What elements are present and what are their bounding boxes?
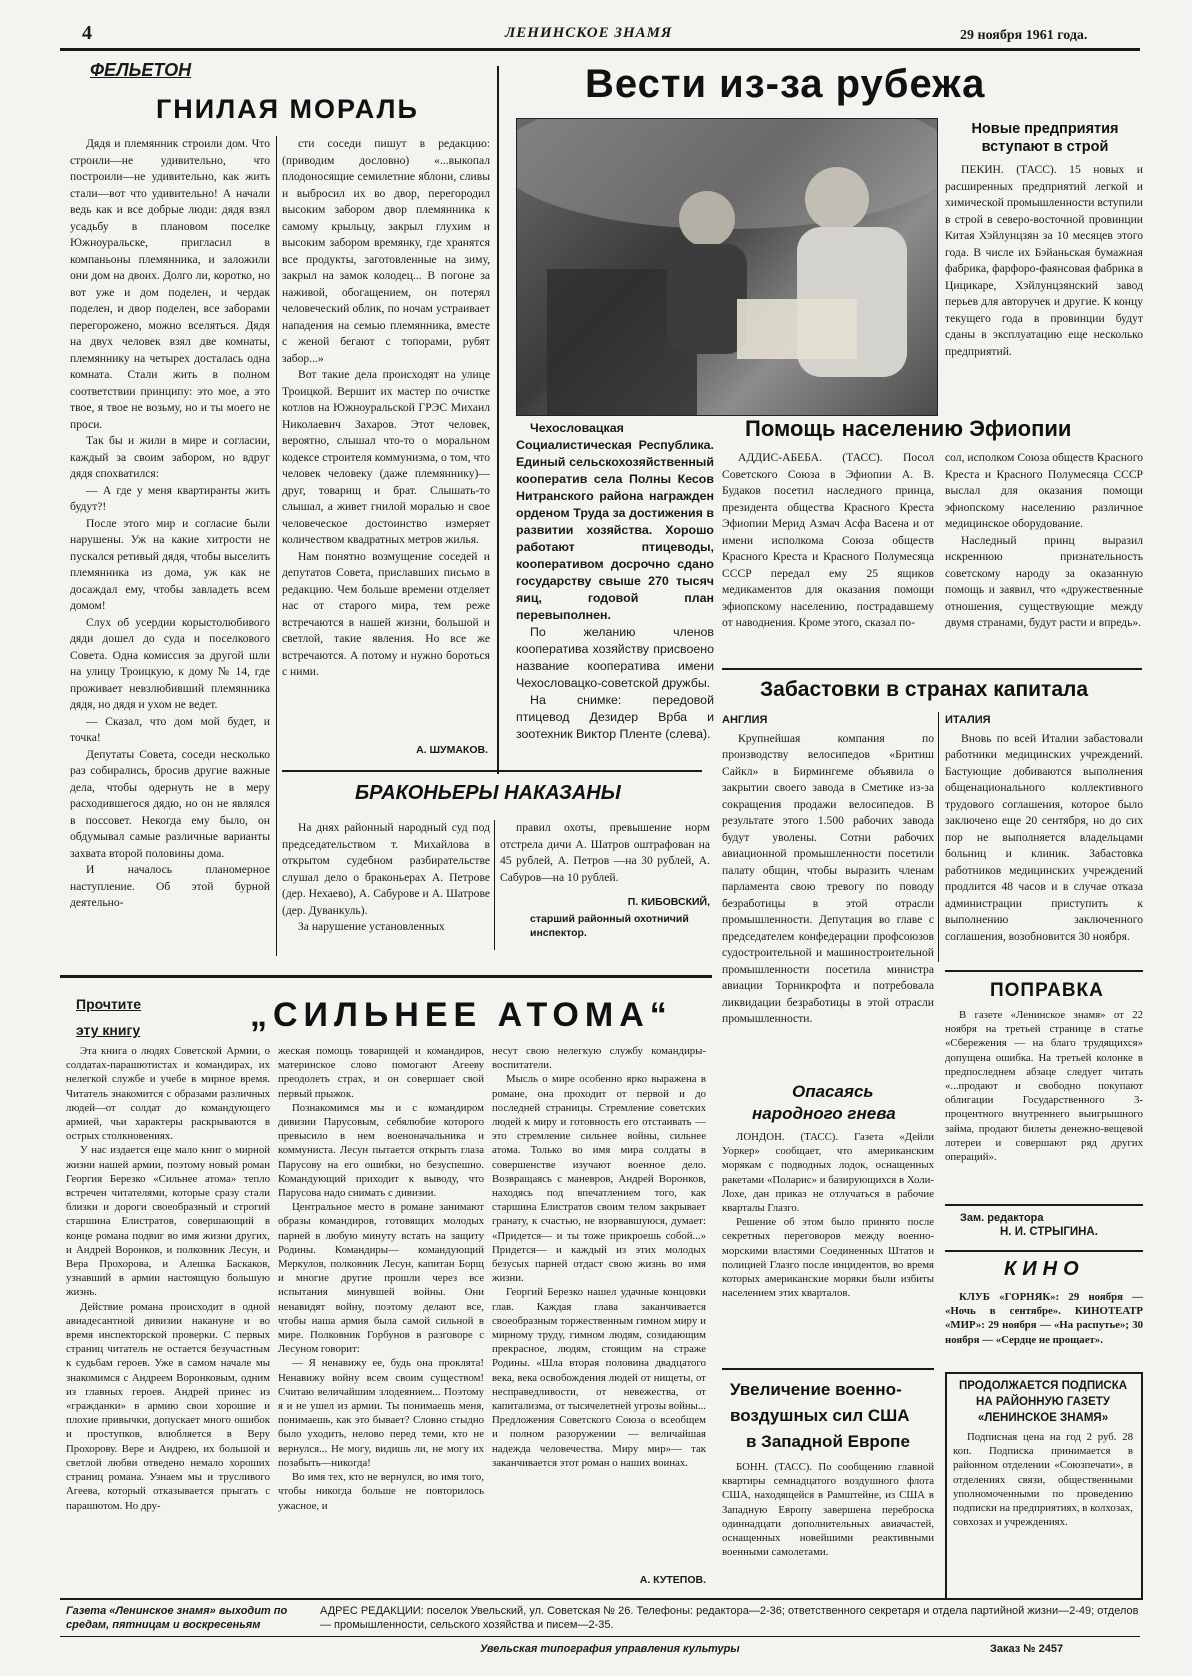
paragraph: Мысль о мире особенно ярко выражена в романе, она проходит от первой и до последней страницы. Стремление советских людей к миру и готовность его отстаивать — это стремление сильнее войны, сильнее атома. Только во имя мира солдаты в совершенстве изучают военное дело. Возвращаясь с маневров, Андрей Воронков, находясь под впечатлением того, как старшина Елистратов своим телом закрывает гранату, к счастью, не взорвавшуюся, думает: «Придется— и ты тоже прикроешь собой...» Придется— и каждый из этих молодых безусых парней отдаст свою жизнь во имя жизни. xyxy=(492,1073,706,1285)
poachers-col-1 xyxy=(282,820,490,960)
paragraph: Подписная цена на год 2 руб. 28 коп. Подписка принимается в районном отделении «Союзпечати», в отделениях связи, общественными уполномоченными по проведению подписки на предприятиях, в колхозах, совхозах и учреждениях. xyxy=(953,1431,1133,1529)
paragraph: После этого мир и согласие были нарушены. Уж на какие хитрости не пускался ретивый дядя, чтобы выселить племянника из дома, уж как не досаждал ему, чтобы завладеть всем домом! xyxy=(70,516,270,612)
correction-text xyxy=(945,1008,1143,1196)
paragraph: АДДИС-АБЕБА. (ТАСС). Посол Советского Союза в Эфиопии А. В. Будаков посетил наследного принца, президента общества Красного Креста Эфиопии Мерид Азмач Асфа Васена и от имени исполкома Союза обществ Красного Креста и Красного Полумесяца СССР передал ему 25 ящиков медикаментов для оказания помощи эфиопскому населению, пострадавшему от наводнения. Кроме этого, сказал по- xyxy=(722,451,934,629)
air-forces-title-line-1: Увеличение военно- xyxy=(730,1380,902,1399)
footer-schedule: Газета «Ленинское знамя» выходит по средам, пятницам и воскресеньям xyxy=(66,1605,288,1631)
paragraph: Георгий Березко нашел удачные концовки глав. Каждая глава заканчивается своеобразным торжественным гимном миру и мирному труду, гимном людям, созидающим прекрасное, людям, стоящим на страже Родины. «Шла вторая половина двадцатого века, века освобождения людей от нищеты, от несправедливости, от невежества, от капитализма, от тысячелетней угрозы войны... Предложения Советского Союза о всеобщем и полном разоружении — величайшая надежда человечества. Миру мир»— так заканчивается этот роман о наших воинах. xyxy=(492,1286,706,1469)
column-rule xyxy=(276,136,277,956)
caption-paragraph: Чехословацкая Социалистическая Республика. Единый сельскохозяйственный кооператив села Полны Кесов Нитранского района награжден орденом Труда за достижения в развитии хозяйства. Хорошо работают птицеводы, кооперативом досрочно сдано государству свыше 270 тысяч яиц, годовой план перевыполнен. xyxy=(516,421,714,622)
paragraph: Во имя тех, кто не вернулся, во имя того, чтобы никогда больше не повторилось ужасное, и xyxy=(278,1471,484,1512)
paragraph: — А где у меня квартиранты жить будут?! xyxy=(70,483,270,513)
paragraph: сол, исполком Союза обществ Красного Креста и Красного Полумесяца СССР выслал для оказания помощи эфиопскому населению различное медицинское оборудование. xyxy=(945,451,1143,530)
section-rule xyxy=(945,1250,1143,1252)
paragraph: Действие романа происходит в одной авиадесантной дивизии накануне и во время инспекторской проверки. С первых страниц читатель не остается безучастным к судьбам героев. Уже в самом начале мы знакомимся с Андреем Воронковым, одним из главных героев. Андрей принес из «гражданки» в армию свои хорошие и плохие привычки, допускает много ошибок и проступков, влюбляется в Веру Прохорову. Вере и Андрею, их большой и светлой любви отведено немало хороших страниц романа. Узнаем мы и трусливого Агеева, который отказывается прыгать с парашютом. Но дру- xyxy=(66,1300,270,1512)
paragraph: Дядя и племянник строили дом. Что строили—не удивительно, что построили—не удивительно, как жить стали—вот что удивительно! А начали ведь как и все добрые люди: дядя взял усадьбу в плановом поселке Южноуральске, пригласил в компаньоны племянника, и заложили они дом на двоих. Долго ли, коротко, но вот уже и дом поделен, и чердак поделен, и двор поделен, все заборами перегорожено, можно вселяться. Дядя на двух человек взял две комнаты, племяннику на четырех досталась одна комната. Стали жить в полном соответствии принципу: это мое, а это твое, я твое не возьму, но и ты моего не проси. xyxy=(70,137,270,431)
paragraph: У нас издается еще мало книг о мирной жизни нашей армии, поэтому новый роман Георгия Березко «Сильнее атома» тепло встречен читателями, которые сразу стали близки и дороги своеобразный и строгий старшина Елистратов, совершающий в конце романа подвиг во имя жизни других, и Андрей Воронков, и полковник Лесун, и Вера Прохорова, и Алешка Баскаков, узнавший в армии настоящую большую жизнь. xyxy=(66,1144,270,1299)
section-rule xyxy=(945,1204,1143,1206)
paper-name: ЛЕНИНСКОЕ ЗНАМЯ xyxy=(505,25,673,41)
vertical-rule xyxy=(497,66,499,774)
paragraph: — Сказал, что дом мой будет, и точка! xyxy=(70,714,270,744)
feuilleton-signature: А. ШУМАКОВ. xyxy=(416,744,488,756)
foreign-news-title: Вести из-за рубежа xyxy=(585,62,986,106)
paragraph: И началось планомерное наступление. Об этой бурной деятельно- xyxy=(70,863,270,909)
cooperative-photo xyxy=(516,118,938,416)
air-forces-title-line-3: в Западной Европе xyxy=(746,1432,910,1451)
paragraph: Эта книга о людях Советской Армии, о солдатах-парашютистах и командирах, их нелегкой службе и учебе в мирное время. Читатель знакомится с образами различных людей—от солдат до командующего армией, чьи характеры раскрываются в острых столкновениях. xyxy=(66,1045,270,1143)
paragraph: На днях районный народный суд под председательством т. Михайлова в открытом судебном разбирательстве слушал дело о браконьерах А. Петрове (дер. Нехаево), А. Сабурове и А. Шатрове (дер. Дуванкуль). xyxy=(282,821,490,917)
footer-rule xyxy=(60,1598,1140,1600)
paragraph: ЛОНДОН. (ТАСС). Газета «Дейли Уоркер» сообщает, что американским морякам с подводных лодок, оснащенных ракетами «Поларис» и базирующихся в Холи-Лохе, дан приказ не отлучаться в рабочие кварталы Глазго. xyxy=(722,1131,934,1215)
section-rule xyxy=(945,970,1143,972)
paragraph: несут свою нелегкую службу командиры-воспитатели. xyxy=(492,1045,706,1072)
paragraph: правил охоты, превышение норм отстрела дичи А. Шатров оштрафован на 45 рублей, А. Петров —на 30 рублей, А. Сабуров—на 10 рублей. xyxy=(500,821,710,884)
cinema-title: КИНО xyxy=(1004,1258,1085,1280)
air-forces-text xyxy=(722,1460,934,1590)
book-signature: А. КУТЕПОВ. xyxy=(639,1574,706,1586)
fearing-title-line-2: народного гнева xyxy=(752,1104,896,1123)
paragraph: жеская помощь товарищей и командиров, материнское слово помогают Агееву преодолеть страх, и он совершает свой первый прыжок. xyxy=(278,1045,484,1100)
paragraph: ПЕКИН. (ТАСС). 15 новых и расширенных предприятий легкой и химической промышленности вступили в строй в северо-восточной провинции Китая Хэйлунцзян за 10 месяцев этого года. В числе их Бэйаньская бумажная фабрика, фарфоро-фаянсовая фабрика в Цицикаре, Хэйлунцзянский завод перьев для авторучек и другие. К концу текущего года в провинции будут сданы в эксплуатацию еще несколько предприятий. xyxy=(945,163,1143,358)
column-rule xyxy=(938,712,939,962)
feuilleton-col-1 xyxy=(70,136,270,958)
feuilleton-rubric: ФЕЛЬЕТОН xyxy=(90,60,192,80)
correction-title: ПОПРАВКА xyxy=(990,980,1104,1001)
section-rule xyxy=(282,770,702,772)
footer-rule xyxy=(60,1636,1140,1637)
subscription-title-line-3: «ЛЕНИНСКОЕ ЗНАМЯ» xyxy=(977,1412,1109,1424)
china-title: Новые предприятия вступают в строй xyxy=(971,121,1119,155)
book-col-1 xyxy=(66,1044,270,1592)
paragraph: БОНН. (ТАСС). По сообщению главной квартиры семнадцатого воздушного флота США, находящейся в Рамштейне, из США в Западную Европу завершена переброска одиннадцати дополнительных авиачастей, оснащенных новейшими реактивными военными самолетами. xyxy=(722,1461,934,1559)
ethiopia-col-1 xyxy=(722,450,934,670)
caption-paragraph: По желанию членов кооператива хозяйству присвоено название кооператива имени Чехословацко-советской дружбы. xyxy=(516,625,714,690)
paragraph: Вот такие дела происходят на улице Троицкой. Вершит их мастер по очистке котлов на Южноуральской ГРЭС Михаил Николаевич Захаров. Этот человек, вероятно, слышал что-то о моральном кодексе строителя коммунизма, о том, что человек человеку (даже племяннику)—друг, товарищ и брат. Слышать-то слышал, а живет гнилой моралью и свое человеческое достоинство измеряет количеством квадратных метров жилья. xyxy=(282,368,490,546)
subscription-title-line-1: ПРОДОЛЖАЕТСЯ ПОДПИСКА xyxy=(958,1380,1128,1392)
paragraph: Решение об этом было принято после секретных переговоров между военно-морскими властями Соединенных Штатов и полицией Глазго после инцидентов, во время которых американские моряки были избиты населением этих кварталов. xyxy=(722,1216,934,1300)
poachers-title: БРАКОНЬЕРЫ НАКАЗАНЫ xyxy=(355,782,621,804)
air-forces-title-line-2: воздушных сил США xyxy=(730,1406,910,1425)
fearing-text xyxy=(722,1130,934,1350)
paragraph: Вновь по всей Италии забастовали работники медицинских учреждений. Бастующие добиваются выполнения общенационального коллективного трудового соглашения, которое было заключено еще 20 сентября, но до сих пор не выполняется владельцами больниц и клиник. Забастовка работников медицинских учреждений продлится 48 часов и в случае отказа администрации приступить к выполнению заключенного соглашения, возобновится 30 ноября. xyxy=(945,731,1143,943)
strikes-england-label: АНГЛИЯ xyxy=(722,714,768,726)
strikes-italy xyxy=(945,712,1143,962)
book-col-3 xyxy=(492,1044,706,1572)
paragraph: Познакомимся мы и с командиром дивизии Парусовым, себялюбие которого превысило в нем военоначальника и коммуниста. Лесун пытается открыть глаза Парусову на его ошибки, но безуспешно. Командующий приходит к выводу, что Парусова надо снимать с дивизии. xyxy=(278,1101,484,1200)
section-rule xyxy=(722,1368,934,1370)
paragraph: Крупнейшая компания по производству велосипедов «Бритиш Сайкл» в Бирмингеме объявила о закрытии своего завода в Сметике из-за сокращения продажи велосипедов. В результате этого 1.500 рабочих завода будут уволены. Сотни рабочих авиационной промышленности посетили палату общин, чтобы выразить членам парламента свою тревогу по поводу безработицы в этой отрасли промышленности. Депутация во главе с председателем конфедерации профсоюзов судостроительной и машиностроительной промышленности посетила министра авиации Торникрофта и потребовала ликвидации безработицы в этой отрасли промышленности. xyxy=(722,731,934,1025)
editor-name: Н. И. СТРЫГИНА. xyxy=(1000,1226,1098,1238)
book-rubric-line-1: Прочтите xyxy=(76,996,142,1012)
paragraph: — Я ненавижу ее, будь она проклята! Ненавижу войну всем своим существом! Считаю величайшим злодеянием... Поэтому я и не ушел из армии. Ты понимаешь меня, понимаешь, как это бывает? Словно стыдно было уходить, нелово перед теми, кто не вернулся... Не могу, видишь ли, не могу их позабыть—никогда! xyxy=(278,1357,484,1469)
footer-address: АДРЕС РЕДАКЦИИ: поселок Увельский, ул. Советская № 26. Телефоны: редактора—2-36; ответственного секретаря и отдела партийной жизни—2-49; отделов — промышленности, сельского хозяйства и писем—2-35. xyxy=(320,1605,1139,1631)
section-rule xyxy=(60,975,712,978)
paragraph: Так бы и жили в мире и согласии, каждый за своим забором, но вдруг дядя спохватился: xyxy=(70,434,270,480)
masthead-rule xyxy=(60,48,1140,51)
poachers-signature: П. КИБОВСКИЙ, xyxy=(627,896,710,908)
book-col-2 xyxy=(278,1044,484,1592)
fearing-title-line-1: Опасаясь xyxy=(792,1082,874,1101)
cinema-text xyxy=(945,1290,1143,1362)
photo-illustration xyxy=(517,119,937,415)
paragraph: За нарушение установленных xyxy=(298,920,445,933)
book-title: „СИЛЬНЕЕ АТОМА“ xyxy=(250,996,673,1034)
paragraph: Депутаты Совета, соседи несколько раз собирались, бросив другие важные дела, чтобы одернуть не в меру расходившегося дядю, но он не являлся в поссовет. Некогда ему было, он обдумывал самые различные варианты захвата второй половины дома. xyxy=(70,747,270,860)
footer-printer: Увельская типография управления культуры xyxy=(480,1643,740,1655)
feuilleton-title: ГНИЛАЯ МОРАЛЬ xyxy=(156,94,419,124)
section-rule xyxy=(722,668,1142,670)
book-rubric-line-2: эту книгу xyxy=(76,1022,141,1038)
issue-date: 29 ноября 1961 года. xyxy=(960,28,1088,43)
strikes-italy-label: ИТАЛИЯ xyxy=(945,714,991,726)
feuilleton-col-2 xyxy=(282,136,490,736)
caption-paragraph: На снимке: передовой птицевод Дезидер Врба и зоотехник Виктор Пленте (слева). xyxy=(516,693,714,741)
photo-caption xyxy=(516,420,714,765)
editor-role: Зам. редактора xyxy=(960,1212,1044,1224)
subscription-title-line-2: НА РАЙОННУЮ ГАЗЕТУ xyxy=(976,1396,1110,1408)
page-number: 4 xyxy=(82,22,92,44)
ethiopia-col-2 xyxy=(945,450,1143,670)
poachers-col-2 xyxy=(500,820,710,890)
paragraph: сти соседи пишут в редакцию: (приводим дословно) «...выкопал плодоносящие семилетние яблони, сливы и выбросил их во двор, перегородил высоким забором двор племянника к самому крыльцу, закрыл глухим и высоким забором времянку, где хранятся все продукты, заготовленные на зиму, закрыл на замок колодец... В погоне за наживой, обогащением, он потерял человеческий облик, по ночам устраивает нападения на семью племянника, вместе с женой бегают с топорами, рубят забор...» xyxy=(282,137,490,365)
paragraph: Слух об усердии корыстолюбивого дяди дошел до суда и поселкового Совета. Одна комиссия за другой шли на улицу Троицкую, к дому № 14, где проживает невзлюбивший племянника дядя, но дядя и ухом не ведет. xyxy=(70,615,270,711)
paragraph: Нам понятно возмущение соседей и депутатов Совета, приславших письмо в редакцию. Чем больше времени отделяет нас от старого мира, тем реже встречаются в нашей жизни, большой и светлой, такие явления. Но все же встречаются. А потому и нужно бороться с ними. xyxy=(282,549,490,678)
subscription-text xyxy=(953,1430,1133,1590)
paragraph: Наследный принц выразил искреннюю признательность советскому народу за оказанную помощь и заявил, что «дружественные отношения, существующие между двумя странами, будут расти и впредь». xyxy=(945,533,1143,629)
poachers-signature-role: старший районный охотничий инспектор. xyxy=(530,913,689,939)
strikes-england xyxy=(722,712,934,1072)
paragraph: Центральное место в романе занимают образы командиров, готовящих молодых парней в любую минуту встать на защиту Родины. Командиры— командующий Меркулов, полковник Лесун, капитан Борщ и многие другие прошли через все испытания минувшей войны. Они ненавидят войну, поэтому делают все, чтобы наша армия была самой сильной в мире. Полковник Горбунов в разговоре с Лесуном говорит: xyxy=(278,1201,484,1356)
strikes-title: Забастовки в странах капитала xyxy=(760,678,1089,701)
paragraph: КЛУБ «ГОРНЯК»: 29 ноября — «Ночь в сентябре». КИНОТЕАТР «МИР»: 29 ноября — «На распутье»; 30 ноября — «Сердце не прощает». xyxy=(945,1291,1143,1346)
china-text xyxy=(945,162,1143,390)
ethiopia-title: Помощь населению Эфиопии xyxy=(745,416,1072,441)
paragraph: В газете «Ленинское знамя» от 22 ноября на третьей странице в статье «Сбережения — на благо трудящихся» допущена ошибка. На третьей колонке в предпоследнем абзаце следует читать «...продают и свободно покупают облигации Государственного 3-процентного внутреннего выигрышного займа, продают билеты денежно-вещевой лотереи и совершают ряд других операций». xyxy=(945,1009,1143,1164)
footer-order: Заказ № 2457 xyxy=(990,1643,1064,1655)
column-rule xyxy=(494,820,495,950)
